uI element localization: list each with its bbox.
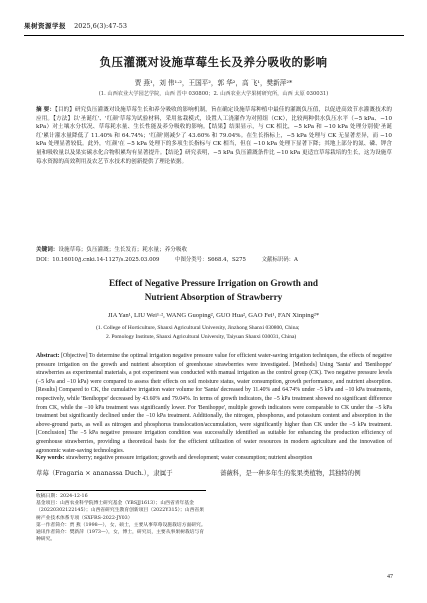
chinese-keywords (36, 246, 392, 255)
fund-info: 基金项目：山西农业科学院博士研究基金（YBSJJ1613）；山西省青年基金（20220302122145）；山西省研究生教育创新项目（2022Y315）；山西省果树产业技术体系专项（SXFRS-2022-JY03） (36, 501, 204, 521)
english-title-line2: Nutrient Absorption of Strawberry (144, 291, 283, 302)
journal-header (24, 20, 404, 36)
chinese-abstract-label: 摘 要： (36, 107, 56, 113)
doi: DOI：10.16010/j.cnki.14-1127/s.2025.03.009 (36, 257, 160, 263)
chinese-keywords-label: 关键词： (36, 247, 59, 253)
chinese-authors: 贾 燕¹，刘 伟¹·²，王国平²，郭 华²，高 飞¹，樊新萍²* (134, 79, 293, 87)
body-text-right: 蔷薇科，是一种多年生的浆果类植物，其独特的例 (220, 469, 361, 477)
english-abstract-text: [Objective] To determine the optimal irrigation negative pressure value for efficient water-saving irrigation techniques, the effects of negative pressure irrigation on the growth and nutrient absorption of greenhouse strawberries were investigated. [Methods] Using 'Santa' and 'Benihoppe' strawberries as experimental materials, a pot experiment was conducted with manual irrigation as the control group (CK). Two negative pressure levels (−5 kPa and −10 kPa) were compared to assess their effects on soil moisture status, water consumption, growth performance, and nutrient absorption. [Results] Compared to CK, the cumulative irrigation water volume for 'Santa' decreased by 11.40% and 64.74% under −5 kPa and −10 kPa treatments, respectively, while 'Benihoppe' decreased by 43.60% and 79.04%. In terms of growth indicators, the −5 kPa treatment showed no significant difference from CK, while the −10 kPa treatment was significantly lower. For 'Benihoppe', multiple growth indicators were comparable to CK under the −5 kPa treatment but significantly declined under the −10 kPa treatment. Additionally, the nitrogen, phosphorus, and potassium content and absorption in the above-ground parts, as well as nitrogen and phosphorus translocation/accumulation, were significantly higher than CK under the −5 kPa treatment. [Conclusion] The −5 kPa negative pressure irrigation condition was successfully identified as suitable for enhancing the production efficiency of greenhouse strawberries, providing a theoretical basis for the efficient utilization of water resources in modern agriculture and the innovation of agronomic water-saving technologies. (36, 353, 392, 454)
body-text-left: 草莓（Fragaria × ananassa Duch.），隶属于 (36, 469, 173, 477)
chinese-abstract (36, 106, 392, 166)
document-code: 文献标识码：A (261, 257, 298, 263)
first-author-bio: 第一作者简介：贾 燕（1998—），女，硕士，主要从事草莓设施栽培方面研究。 (36, 522, 206, 528)
english-authors: JIA Yan¹, LIU Wei¹·², WANG Guoping², GUO Hua², GAO Fei¹, FAN Xinping²* (107, 312, 320, 319)
journal-issue: 2025,6(3):47-53 (74, 22, 127, 30)
english-affiliation (96, 324, 396, 341)
english-keywords-label: Key words: (36, 455, 65, 461)
english-keywords-text: strawberry; negative pressure irrigation; growth and development; water consumption; nutrient absorption (65, 455, 313, 461)
page-number: 47 (387, 574, 393, 580)
journal-name: 果树资源学报 (24, 22, 66, 30)
footnote (36, 490, 206, 543)
chinese-abstract-text: 【目的】研究负压灌溉对设施草莓生长和养分吸收的影响机制，旨在确定设施草莓种植中最佳的灌溉负压值，以促进高效节水灌溉技术的应用。【方法】以'圣诞红'、'红颜'草莓为试验材料，采用盆栽模式，设置人工浇灌作为对照组（CK），比较两种供水负压水平（−5 kPa、−10 kPa）对土壤水分状况、草莓耗水量、生长性能及养分吸收的影响。【结果】结果显示，与 CK 相比，−5 kPa 和 −10 kPa 处理分别使'圣诞红'累计灌水量降低了 11.40% 和 64.74%；'红颜'则减少了 43.60% 和 79.04%。在生长指标上，−5 kPa 处理与 CK 无显著差异，而 −10 kPa 处理显著较低。此外，'红颜'在 −5 kPa 处理下的多项生长指标与 CK 相当，但在 −10 kPa 处理下显著下降；其地上部分的氮、磷、钾含量和吸收量以及果实碳水化合物积累均有显著提升。【结论】研究表明，−5 kPa 负压灌溉条件比 −10 kPa 更适宜草莓栽培的生长，这为设施草莓水资源的高效利用及农艺节水技术的创新提供了理论依据。 (36, 107, 392, 165)
corresponding-author-bio: 通讯作者简介：樊新萍（1973—），女，博士，研究员，主要从事果树栽培与育种研究。 (36, 530, 205, 543)
english-title-line1: Effect of Negative Pressure Irrigation on Growth and (109, 278, 318, 288)
english-abstract-label: Abstract: (36, 353, 60, 359)
english-keywords (36, 454, 392, 463)
received-date: 收稿日期：2024-12-16 (36, 494, 88, 499)
article-metadata (36, 256, 392, 264)
chinese-affiliation: (1. 山西农业大学园艺学院，山西 晋中 030800；2. 山西农业大学果树研究所，山西 太原 030031) (98, 91, 329, 97)
chinese-title: 负压灌溉对设施草莓生长及养分吸收的影响 (99, 55, 328, 69)
english-affiliation-1: (1. College of Horticulture, Shanxi Agricultural University, Jinzhong Shanxi 030800, China; (96, 325, 300, 331)
english-abstract (36, 352, 392, 455)
chinese-keywords-text: 设施草莓；负压灌溉；生长发育；耗水量；养分吸收 (58, 247, 188, 253)
english-title (0, 277, 427, 304)
clc-number: 中图分类号：S668.4，S275 (175, 257, 246, 263)
english-affiliation-2: 2. Pomology Institute, Shanxi Agricultural University, Taiyuan Shanxi 030031, China) (106, 333, 297, 340)
